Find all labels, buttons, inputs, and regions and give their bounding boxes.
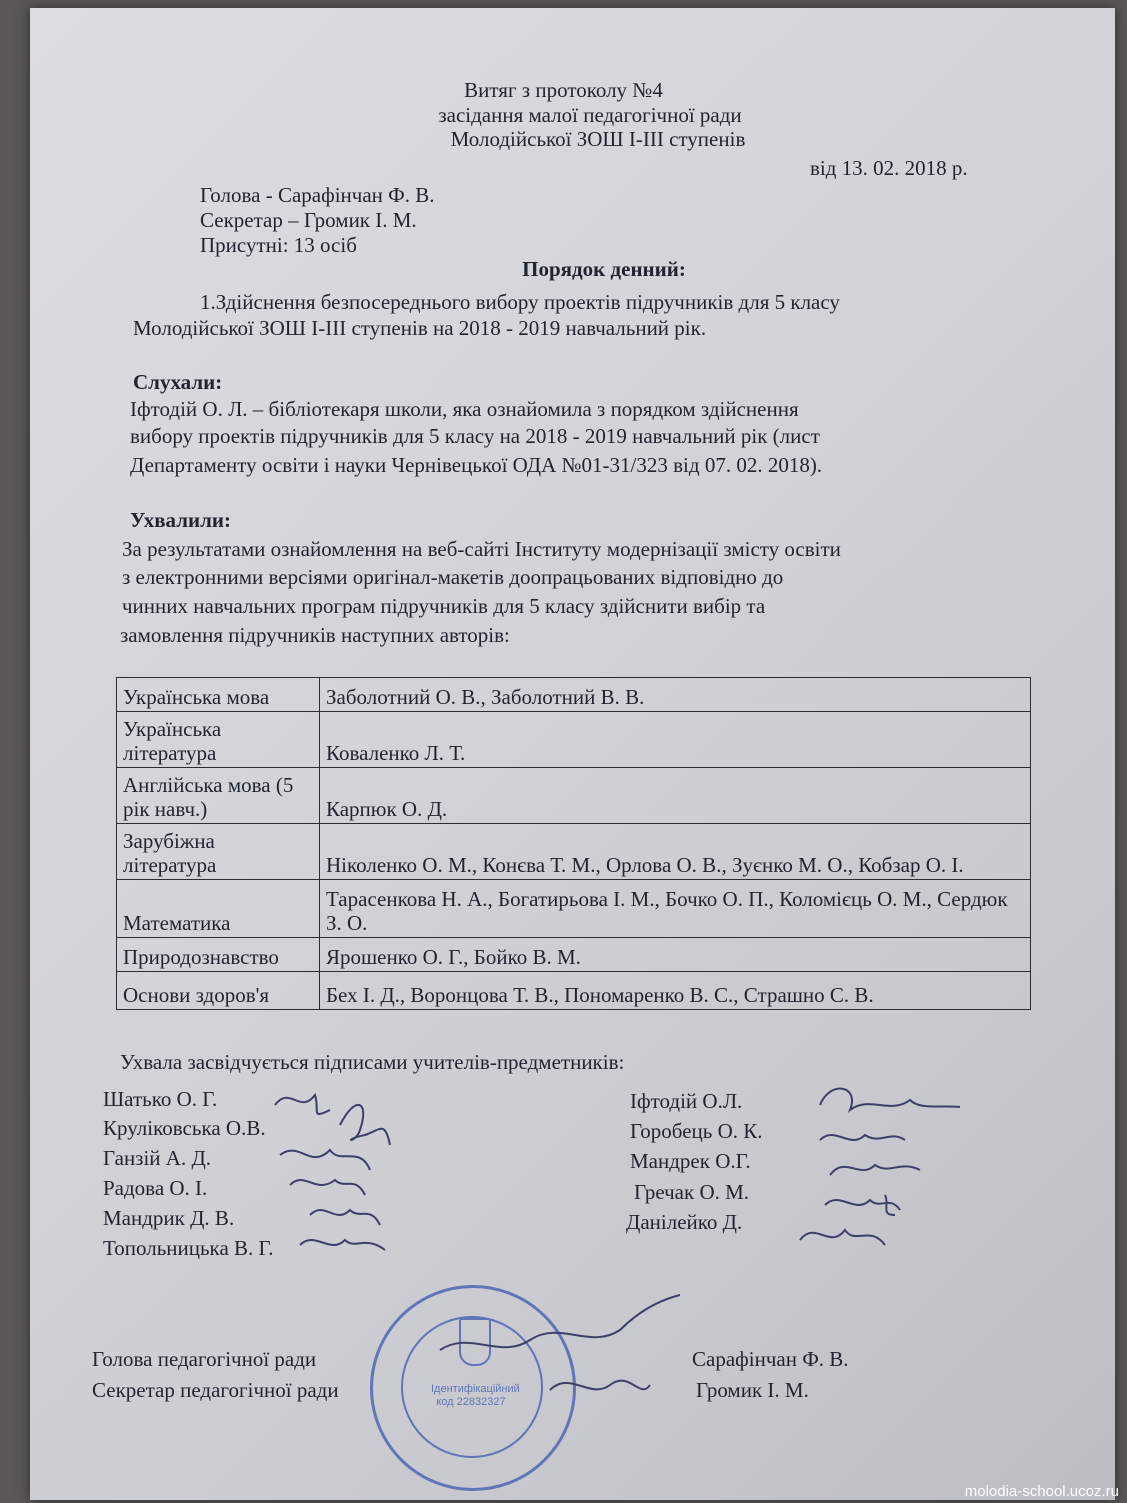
signer-name: Данілейко Д. — [626, 1210, 743, 1234]
table-row — [117, 768, 1031, 824]
resolved-title: Ухвалили: — [130, 508, 231, 532]
agenda-line1: 1.Здійснення безпосереднього вибору проектів підручників для 5 класу — [200, 290, 840, 314]
table-row — [117, 824, 1031, 880]
resolved-line4: замовлення підручників наступних авторів: — [120, 623, 510, 647]
table-row — [117, 712, 1031, 768]
resolved-line3: чинних навчальних програм підручників для 5 класу здійснити вибір та — [122, 594, 766, 618]
signer-name: Мандрик Д. В. — [103, 1206, 235, 1230]
authors-cell: Заболотний О. В., Заболотний В. В. — [320, 678, 1031, 712]
doc-title-line3: Молодійської ЗОШ І-ІІІ ступенів — [450, 127, 746, 151]
footer-chair-name: Сарафінчан Ф. В. — [692, 1347, 849, 1371]
authors-cell: Коваленко Л. Т. — [320, 712, 1031, 768]
authors-cell: Бех І. Д., Воронцова Т. В., Пономаренко В. С., Страшно С. В. — [320, 972, 1031, 1010]
table-row — [117, 678, 1031, 712]
authors-cell: Карпюк О. Д. — [320, 768, 1031, 824]
footer-secretary-name: Громик І. М. — [696, 1378, 809, 1402]
heard-line1: Іфтодій О. Л. – бібліотекаря школи, яка ознайомила з порядком здійснення — [130, 397, 799, 421]
heard-line2: вибору проектів підручників для 5 класу на 2018 - 2019 навчальний рік (лист — [130, 424, 820, 448]
subject-cell: Математика — [117, 880, 320, 938]
signer-name: Іфтодій О.Л. — [630, 1089, 743, 1113]
signer-name: Ганзій А. Д. — [103, 1146, 212, 1170]
subject-cell: Українська література — [117, 712, 320, 768]
authors-cell: Ніколенко О. М., Конєва Т. М., Орлова О. В., Зуєнко М. О., Кобзар О. І. — [320, 824, 1031, 880]
table-row — [117, 880, 1031, 938]
signatures-intro: Ухвала засвідчується підписами учителів-предметників: — [120, 1050, 625, 1074]
table-row — [117, 938, 1031, 972]
subject-cell: Природознавство — [117, 938, 320, 972]
subject-cell: Українська мова — [117, 678, 320, 712]
stamp-id-code: Ідентифікаційний код 22832327 — [431, 1383, 520, 1409]
agenda-line2: Молодійської ЗОШ І-ІІІ ступенів на 2018 - 2019 навчальний рік. — [133, 316, 707, 340]
chair-line: Голова - Сарафінчан Ф. В. — [200, 183, 435, 207]
footer-secretary-label: Секретар педагогічної ради — [92, 1378, 339, 1402]
table-row — [117, 972, 1031, 1010]
signer-name: Круліковська О.В. — [103, 1116, 266, 1140]
site-watermark: molodia-school.ucoz.ru — [964, 1483, 1119, 1500]
textbook-table — [116, 677, 1031, 1010]
signer-name: Шатько О. Г. — [103, 1087, 218, 1111]
authors-cell: Ярошенко О. Г., Бойко В. М. — [320, 938, 1031, 972]
signer-name: Горобець О. К. — [630, 1119, 763, 1143]
resolved-line1: За результатами ознайомлення на веб-сайті Інституту модернізації змісту освіти — [122, 537, 841, 561]
subject-cell: Основи здоров'я — [117, 972, 320, 1010]
signer-name: Мандрек О.Г. — [630, 1149, 751, 1173]
resolved-line2: з електронними версіями оригінал-макетів доопрацьованих відповідно до — [122, 565, 784, 589]
head-signature — [430, 1290, 690, 1430]
handwritten-signatures-right — [790, 1075, 970, 1265]
heard-line3: Департаменту освіти і науки Чернівецької ОДА №01-31/323 від 07. 02. 2018). — [130, 453, 823, 477]
heard-title: Слухали: — [133, 370, 223, 394]
subject-cell: Англійська мова (5 рік навч.) — [117, 768, 320, 824]
signer-name: Гречак О. М. — [634, 1180, 750, 1204]
handwritten-signatures-left — [270, 1080, 410, 1270]
doc-title-line1: Витяг з протоколу №4 — [464, 78, 663, 102]
footer-chair-label: Голова педагогічної ради — [92, 1347, 317, 1371]
secretary-line: Секретар – Громик І. М. — [200, 208, 417, 232]
doc-title-line2: засідання малої педагогічної ради — [438, 103, 742, 127]
signer-name: Топольницька В. Г. — [103, 1236, 274, 1260]
subject-cell: Зарубіжна література — [117, 824, 320, 880]
agenda-title: Порядок денний: — [522, 257, 686, 281]
present-line: Присутні: 13 осіб — [200, 233, 357, 257]
authors-cell: Тарасенкова Н. А., Богатирьова І. М., Бочко О. П., Коломієць О. М., Сердюк З. О. — [320, 880, 1031, 938]
doc-date: від 13. 02. 2018 р. — [810, 156, 968, 180]
signer-name: Радова О. І. — [103, 1176, 208, 1200]
